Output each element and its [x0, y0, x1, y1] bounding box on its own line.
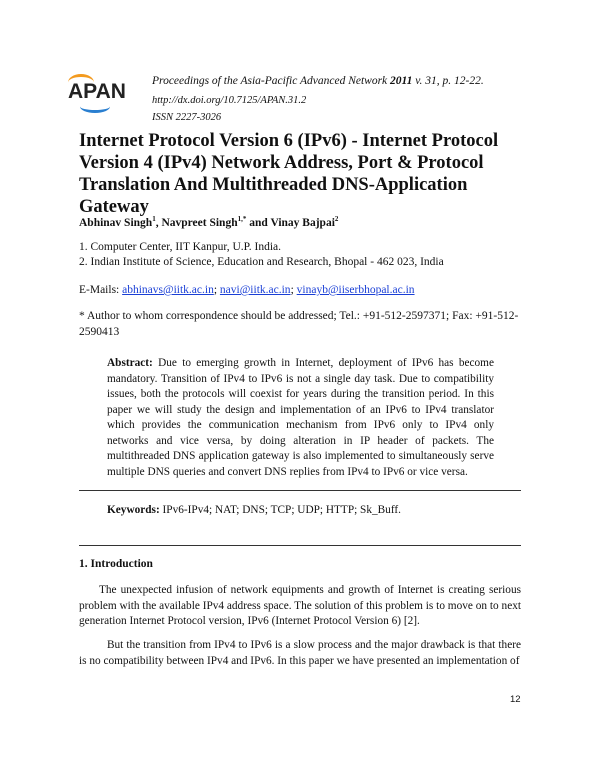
doi: http://dx.doi.org/10.7125/APAN.31.2: [152, 95, 307, 106]
apan-logo: [66, 72, 148, 112]
abstract-text: Due to emerging growth in Internet, deployment of IPv6 has become mandatory. Transition of IPv4 to IPv6 is not a single day task. Due to compatibility issues, both the protocols will coexist for years during the transition period. In this paper we will study the design and implementation of an IPv6 to IPv4 translator which provides the communication mechanism from IPv6 only to IPv4 only networks and vice versa, by doing alteration in IP header of packets. The multithreaded DNS application gateway is also implemented to simultaneously serve multiple DNS queries and convert DNS replies from IPv4 to IPv6 or vice versa.: [107, 357, 494, 478]
section-heading: 1. Introduction: [79, 558, 153, 570]
author-sup: 1: [152, 215, 156, 223]
affiliation: 2. Indian Institute of Science, Education and Research, Bhopal - 462 023, India: [79, 256, 444, 268]
proceedings-year: 2011: [390, 75, 413, 87]
correspondence-note: * Author to whom correspondence should be addressed; Tel.: +91-512-2597371; Fax: +91-512-2590413: [79, 310, 519, 338]
proceedings-line: [152, 73, 484, 89]
author-sup: 1,*: [237, 215, 247, 223]
email-sep: ;: [290, 284, 297, 296]
paper-title: Internet Protocol Version 6 (IPv6) - Internet Protocol Version 4 (IPv4) Network Address, Port & Protocol Translation And Multithreaded DNS-Application Gateway: [79, 131, 499, 217]
keywords-label: Keywords:: [107, 504, 160, 516]
issn: ISSN 2227-3026: [152, 112, 222, 123]
author-sup: 2: [334, 215, 339, 223]
proceedings-text: Proceedings of the Asia-Pacific Advanced Network: [152, 75, 391, 87]
author-sep: ,: [155, 216, 162, 229]
author-name: Abhinav Singh: [79, 216, 153, 229]
email-sep: ;: [213, 284, 220, 296]
abstract: [107, 356, 494, 480]
email-link[interactable]: vinayb@iiserbhopal.ac.in: [296, 284, 415, 296]
author-name: Navpreet Singh: [161, 216, 238, 229]
proceedings-volume: v. 31, p. 12-22.: [412, 75, 484, 87]
author-name: Vinay Bajpai: [270, 216, 335, 229]
emails-label: E-Mails:: [79, 284, 123, 296]
author-sep: and: [246, 216, 271, 229]
keywords: [107, 504, 401, 516]
keywords-text: IPv6-IPv4; NAT; DNS; TCP; UDP; HTTP; Sk_Buff.: [159, 504, 401, 516]
abstract-label: Abstract:: [107, 357, 153, 369]
page-number: 12: [510, 694, 521, 705]
paragraph: But the transition from IPv4 to IPv6 is a slow process and the major drawback is that there is no compatibility between IPv4 and IPv6. In this paper we have presented an implementation of: [79, 639, 521, 667]
authors: [79, 212, 524, 231]
emails: [79, 283, 524, 299]
logo-arc-blue: [80, 100, 110, 113]
divider: [79, 545, 521, 546]
paragraph: The unexpected infusion of network equipments and growth of Internet is creating serious problem with the available IPv4 address space. The solution of this problem is to move on to next generation Internet Protocol version, IPv6 (Internet Protocol Version 6) [2].: [79, 584, 521, 627]
email-link[interactable]: abhinavs@iitk.ac.in: [122, 284, 214, 296]
divider: [79, 490, 521, 491]
email-link[interactable]: navi@iitk.ac.in: [219, 284, 291, 296]
affiliation: 1. Computer Center, IIT Kanpur, U.P. India.: [79, 241, 281, 253]
logo-text: APAN: [68, 80, 126, 103]
